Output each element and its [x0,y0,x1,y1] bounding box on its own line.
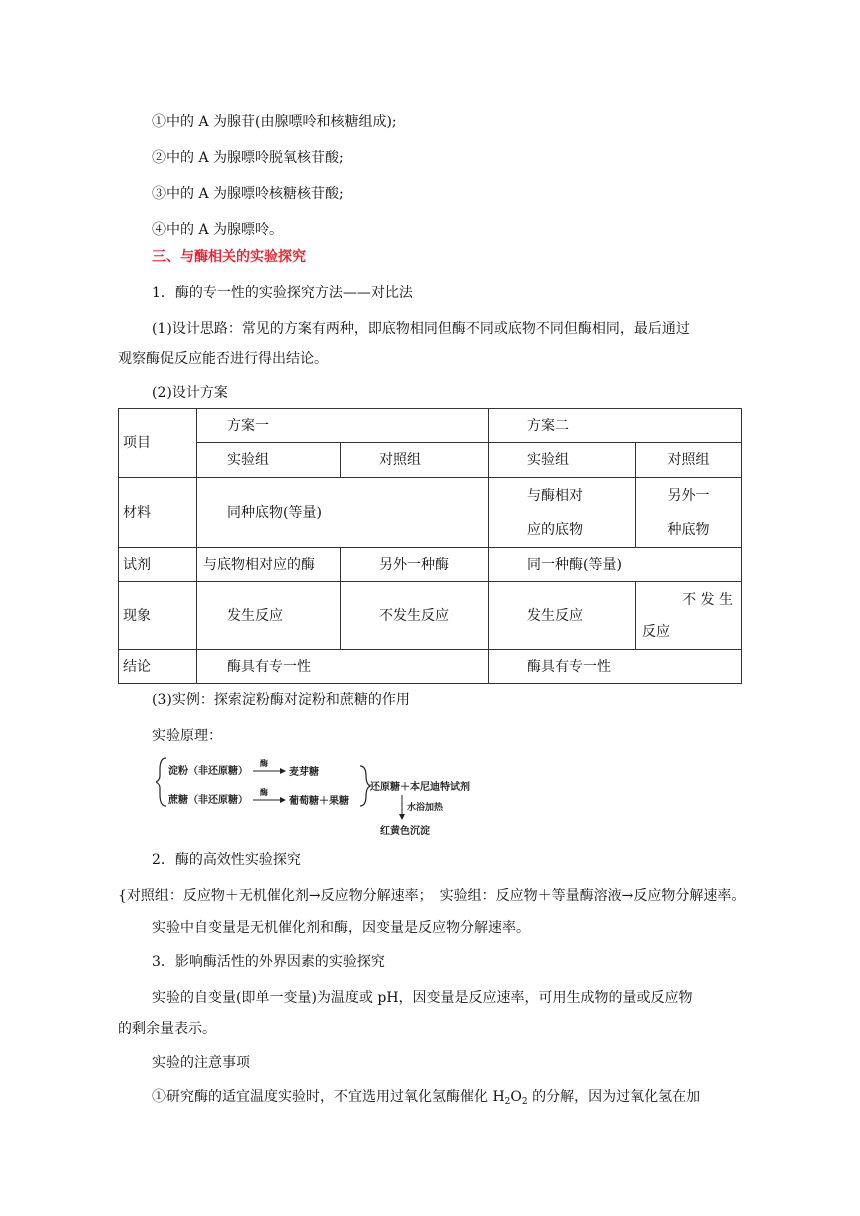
table-cell: 发生反应 [197,582,341,650]
table-header-exp: 实验组 [489,443,636,478]
table-header-plan2: 方案二 [489,409,742,443]
text-line: (3)实例：探索淀粉酶对淀粉和蔗糖的作用 [152,692,410,708]
table-cell: 材料 [119,478,197,548]
text-line: 观察酶促反应能否进行得出结论。 [118,351,328,367]
table-cell: 不 发 生 反应 [636,582,742,650]
table-header-item: 项目 [119,409,197,478]
text-line: 实验原理： [152,728,222,744]
text-line: ①中的 A 为腺苷(由腺嘌呤和核糖组成); [152,114,397,130]
text-line: 的剩余量表示。 [118,1021,216,1037]
table-cell: 发生反应 [489,582,636,650]
table-cell: 不发生反应 [341,582,489,650]
glucose-fructose-label: 葡萄糖＋果糖 [289,796,349,807]
text-line: ②中的 A 为腺嘌呤脱氧核苷酸; [152,150,344,166]
water-bath-label: 水浴加热 [407,803,444,813]
reducing-sugar-label: 还原糖＋本尼迪特试剂 [370,782,470,793]
maltose-label: 麦芽糖 [289,767,319,778]
enzyme-label: 酶 [260,788,268,797]
table-cell: 酶具有专一性 [197,650,489,684]
table-cell: 试剂 [119,548,197,582]
text-line: 实验中自变量是无机催化剂和酶，因变量是反应物分解速率。 [152,920,530,936]
table-cell: 与酶相对 应的底物 [489,478,636,548]
subsection-heading: 1．酶的专一性的实验探究方法——对比法 [152,285,413,301]
text-line: 实验的自变量(即单一变量)为温度或 pH，因变量是反应速率，可用生成物的量或反应物 [152,990,693,1006]
text-line: ①研究酶的适宜温度实验时，不宜选用过氧化氢酶催化 $H_2O_2$ 的分解，因为过氧化氢在加 [152,1089,701,1107]
section-heading: 三、与酶相关的实验探究 [152,249,306,265]
table-cell: 同种底物(等量) [197,478,489,548]
text-line: {对照组：反应物＋无机催化剂→反应物分解速率； 实验组：反应物＋等量酶溶液→反应物分解速率。 [118,888,746,904]
sucrose-label: 蔗糖（非还原糖） [168,795,248,806]
table-header-ctrl: 对照组 [341,443,489,478]
table-header-exp: 实验组 [197,443,341,478]
experiment-principle-diagram [156,746,498,840]
table-cell: 另外一 种底物 [636,478,742,548]
table-header-ctrl: 对照组 [636,443,742,478]
subsection-heading: 3．影响酶活性的外界因素的实验探究 [152,954,385,970]
table-cell: 与底物相对应的酶 [197,548,341,582]
text-line: ③中的 A 为腺嘌呤核糖核苷酸; [152,186,344,202]
table-cell: 同一种酶(等量) [489,548,742,582]
table-header-plan1: 方案一 [197,409,489,443]
table-cell: 现象 [119,582,197,650]
text-line: (2)设计方案 [152,385,228,401]
enzyme-label: 酶 [260,759,268,768]
table-cell: 另外一种酶 [341,548,489,582]
table-cell: 结论 [119,650,197,684]
text-line: (1)设计思路：常见的方案有两种，即底物相同但酶不同或底物不同但酶相同，最后通过 [152,321,690,337]
precipitate-label: 红黄色沉淀 [380,826,430,837]
text-line: ④中的 A 为腺嘌呤。 [152,222,284,238]
design-plan-table [118,408,742,684]
subsection-heading: 2．酶的高效性实验探究 [152,852,301,868]
table-cell: 酶具有专一性 [489,650,742,684]
starch-label: 淀粉（非还原糖） [168,766,248,777]
text-line: 实验的注意事项 [152,1055,250,1071]
